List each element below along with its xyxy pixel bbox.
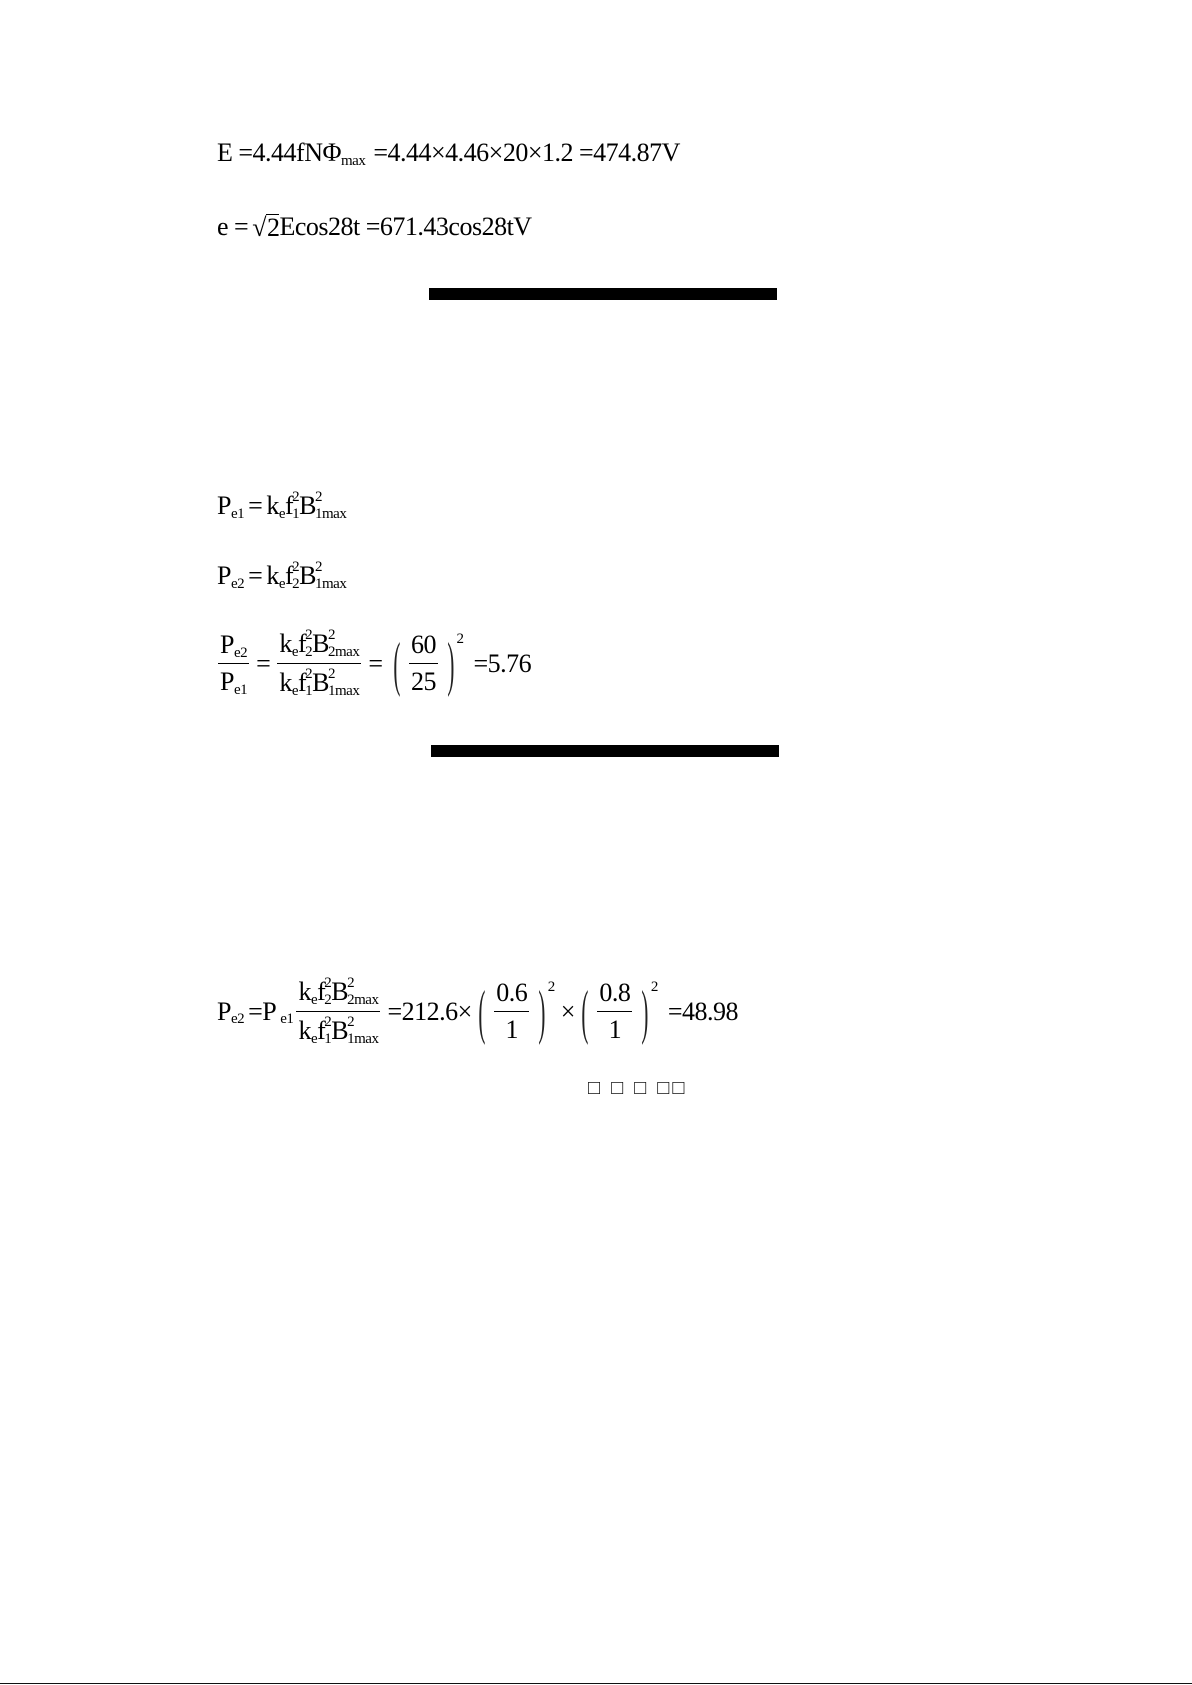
ratio-num	[218, 630, 249, 660]
freq-ratio-fraction	[409, 630, 438, 697]
redaction-bar-1	[429, 288, 777, 300]
eq6-frac-num	[296, 976, 380, 1008]
flux-ratio-1-power: 2	[547, 979, 555, 996]
eq3-sup-f: 2	[292, 489, 300, 505]
flux-ratio-1-den: 1	[505, 1015, 519, 1045]
rfrac-den-b-scripts	[328, 667, 359, 699]
eq3-f-scripts	[292, 490, 299, 522]
eq4-sub-f: 2	[292, 576, 300, 592]
eq6-equals-p: =P	[248, 996, 277, 1026]
fraction-bar	[494, 1011, 529, 1012]
eq6-result: =48.98	[667, 996, 739, 1026]
left-paren: (	[581, 978, 589, 1045]
equation-loss-ratio	[215, 628, 531, 699]
rfrac-num-sub-k: e	[291, 643, 298, 660]
flux-ratio-1	[472, 978, 555, 1045]
eq3-p: P	[217, 491, 231, 520]
eq6-num-sub-f: 2	[324, 992, 332, 1008]
eq6-num-sup-f: 2	[324, 975, 332, 991]
eq6-den-sub-f: 1	[324, 1031, 332, 1048]
eq1-expr-b: =4.44×4.46×20×1.2 =474.87V	[373, 138, 680, 167]
fraction-bar	[409, 663, 438, 664]
eq1-lhs: E	[217, 138, 233, 167]
ratio-fraction-left	[218, 630, 249, 697]
eq4-b: B	[299, 561, 316, 590]
rfrac-num-b-scripts	[328, 628, 359, 660]
eq3-sub-b: 1max	[315, 506, 347, 522]
eq5-equals-1: =	[256, 648, 271, 678]
eq4-equals: =	[248, 561, 263, 590]
flux-ratio-2-fraction	[597, 978, 632, 1045]
ratio-den-p: P	[220, 667, 234, 697]
eq4-p: P	[217, 561, 231, 590]
eq6-den-f: f	[317, 1016, 326, 1046]
rfrac-den-sub-b: 1max	[328, 683, 360, 700]
eq4-f: f	[284, 561, 294, 590]
eq2-lhs: e =	[217, 212, 249, 241]
ratio-num-sub: e2	[233, 644, 248, 661]
rfrac-den-f: f	[297, 668, 307, 698]
eq3-sub-p: e1	[230, 505, 245, 522]
equation-pe2-calculation	[217, 976, 738, 1047]
eq4-sup-b: 2	[315, 559, 322, 575]
rfrac-den-sup-b: 2	[328, 666, 335, 683]
rfrac-num-k: k	[279, 629, 292, 658]
radical-sign: √	[252, 212, 266, 242]
left-paren: (	[392, 630, 400, 697]
eq3-sub-k: e	[278, 505, 285, 522]
flux-ratio-1-fraction	[494, 978, 529, 1045]
rfrac-den-sub-f: 1	[305, 683, 313, 700]
eq5-equals-2: =	[368, 648, 383, 678]
radicand: 2	[266, 212, 280, 242]
eq3-b: B	[299, 491, 316, 520]
eq6-den-b: B	[331, 1016, 349, 1046]
eq4-f-scripts	[292, 560, 299, 592]
rfrac-num-b: B	[312, 629, 329, 658]
rfrac-num-f: f	[297, 629, 307, 658]
eq1-sub-max: max	[341, 152, 366, 169]
eq6-den-sup-f: 2	[324, 1014, 332, 1031]
eq3-equals: =	[248, 491, 263, 520]
sqrt-expression	[252, 214, 279, 241]
fraction-bar	[277, 663, 361, 664]
rfrac-num-sub-b: 2max	[328, 644, 360, 660]
eq4-b-scripts	[315, 560, 346, 592]
flux-ratio-2-num: 0.8	[599, 978, 631, 1007]
fraction-bar	[296, 1011, 380, 1012]
eq6-times: ×	[560, 996, 575, 1026]
right-paren: )	[641, 978, 649, 1045]
eq1-expr-a: =4.44fNΦ	[238, 138, 341, 167]
eq6-den-b-scripts	[347, 1015, 378, 1047]
eq6-num-f: f	[317, 977, 326, 1006]
rfrac-den-sub-k: e	[291, 682, 298, 699]
rfrac-num-sub-f: 2	[305, 644, 313, 660]
right-paren: )	[447, 630, 455, 697]
eq4-sub-p: e2	[230, 575, 245, 592]
rfrac-num-f-scripts	[305, 628, 312, 660]
eq6-sub-p2: e1	[280, 1011, 294, 1028]
eq3-sup-b: 2	[315, 489, 322, 505]
parenthesized-fraction	[387, 630, 464, 697]
flux-ratio-2-den: 1	[608, 1015, 622, 1045]
rfrac-num-sup-b: 2	[328, 627, 335, 643]
eq5-result: =5.76	[473, 648, 532, 678]
equation-emf-rms	[217, 138, 680, 168]
eq4-sub-b: 1max	[315, 576, 347, 592]
rfrac-den	[277, 667, 361, 699]
eq6-num-k: k	[298, 977, 311, 1006]
freq-ratio-num: 60	[410, 630, 436, 659]
ratio-den-sub: e1	[233, 681, 248, 698]
eq6-num-sub-k: e	[310, 991, 318, 1008]
eq6-num-sub-b: 2max	[347, 992, 379, 1008]
eq6-den-sub-k: e	[310, 1030, 318, 1047]
page-bottom-border	[0, 1683, 1192, 1684]
eq6-num-f-scripts	[324, 976, 331, 1008]
eq6-num-b-scripts	[347, 976, 378, 1008]
eq3-b-scripts	[315, 490, 346, 522]
flux-ratio-1-num: 0.6	[496, 978, 528, 1007]
freq-ratio-power: 2	[456, 631, 464, 648]
eq6-den-sub-b: 1max	[347, 1031, 379, 1048]
rfrac-den-f-scripts	[305, 667, 312, 699]
eq3-sub-f: 1	[292, 506, 300, 522]
eq6-den-f-scripts	[324, 1015, 331, 1047]
source-note: □ □ □ □□	[588, 1077, 688, 1099]
fraction-bar	[218, 663, 249, 664]
redaction-bar-2	[431, 745, 779, 757]
flux-ratio-2-power: 2	[650, 979, 658, 996]
ratio-fraction-right	[277, 628, 361, 699]
eq4-sup-f: 2	[292, 559, 300, 575]
eq6-num-b: B	[331, 977, 349, 1006]
rfrac-num	[277, 628, 361, 660]
equation-pe2	[217, 560, 346, 592]
eq6-mid: =212.6×	[387, 996, 472, 1026]
ratio-den	[218, 667, 249, 697]
eq6-p: P	[217, 996, 231, 1026]
equation-pe1	[217, 490, 346, 522]
fraction-bar	[597, 1011, 632, 1012]
rfrac-den-b: B	[312, 668, 329, 698]
flux-ratio-2	[575, 978, 658, 1045]
eq4-sub-k: e	[278, 575, 285, 592]
eq6-sub-p: e2	[230, 1011, 245, 1028]
eq2-expr: Ecos28t =671.43cos28tV	[279, 212, 532, 241]
freq-ratio-den: 25	[410, 667, 436, 697]
eq6-den-k: k	[298, 1016, 311, 1046]
eq4-k: k	[266, 561, 279, 590]
left-paren: (	[478, 978, 485, 1045]
rfrac-den-k: k	[279, 668, 292, 698]
ratio-num-p: P	[220, 630, 234, 659]
eq3-f: f	[284, 491, 294, 520]
rfrac-num-sup-f: 2	[305, 627, 313, 643]
right-paren: )	[538, 978, 546, 1045]
eq6-num-sup-b: 2	[347, 975, 355, 991]
eq6-den-sup-b: 2	[347, 1014, 355, 1031]
rfrac-den-sup-f: 2	[305, 666, 313, 683]
eq6-fraction	[296, 976, 380, 1047]
eq6-frac-den	[296, 1015, 380, 1047]
equation-emf-instant	[217, 212, 532, 242]
eq3-k: k	[266, 491, 279, 520]
